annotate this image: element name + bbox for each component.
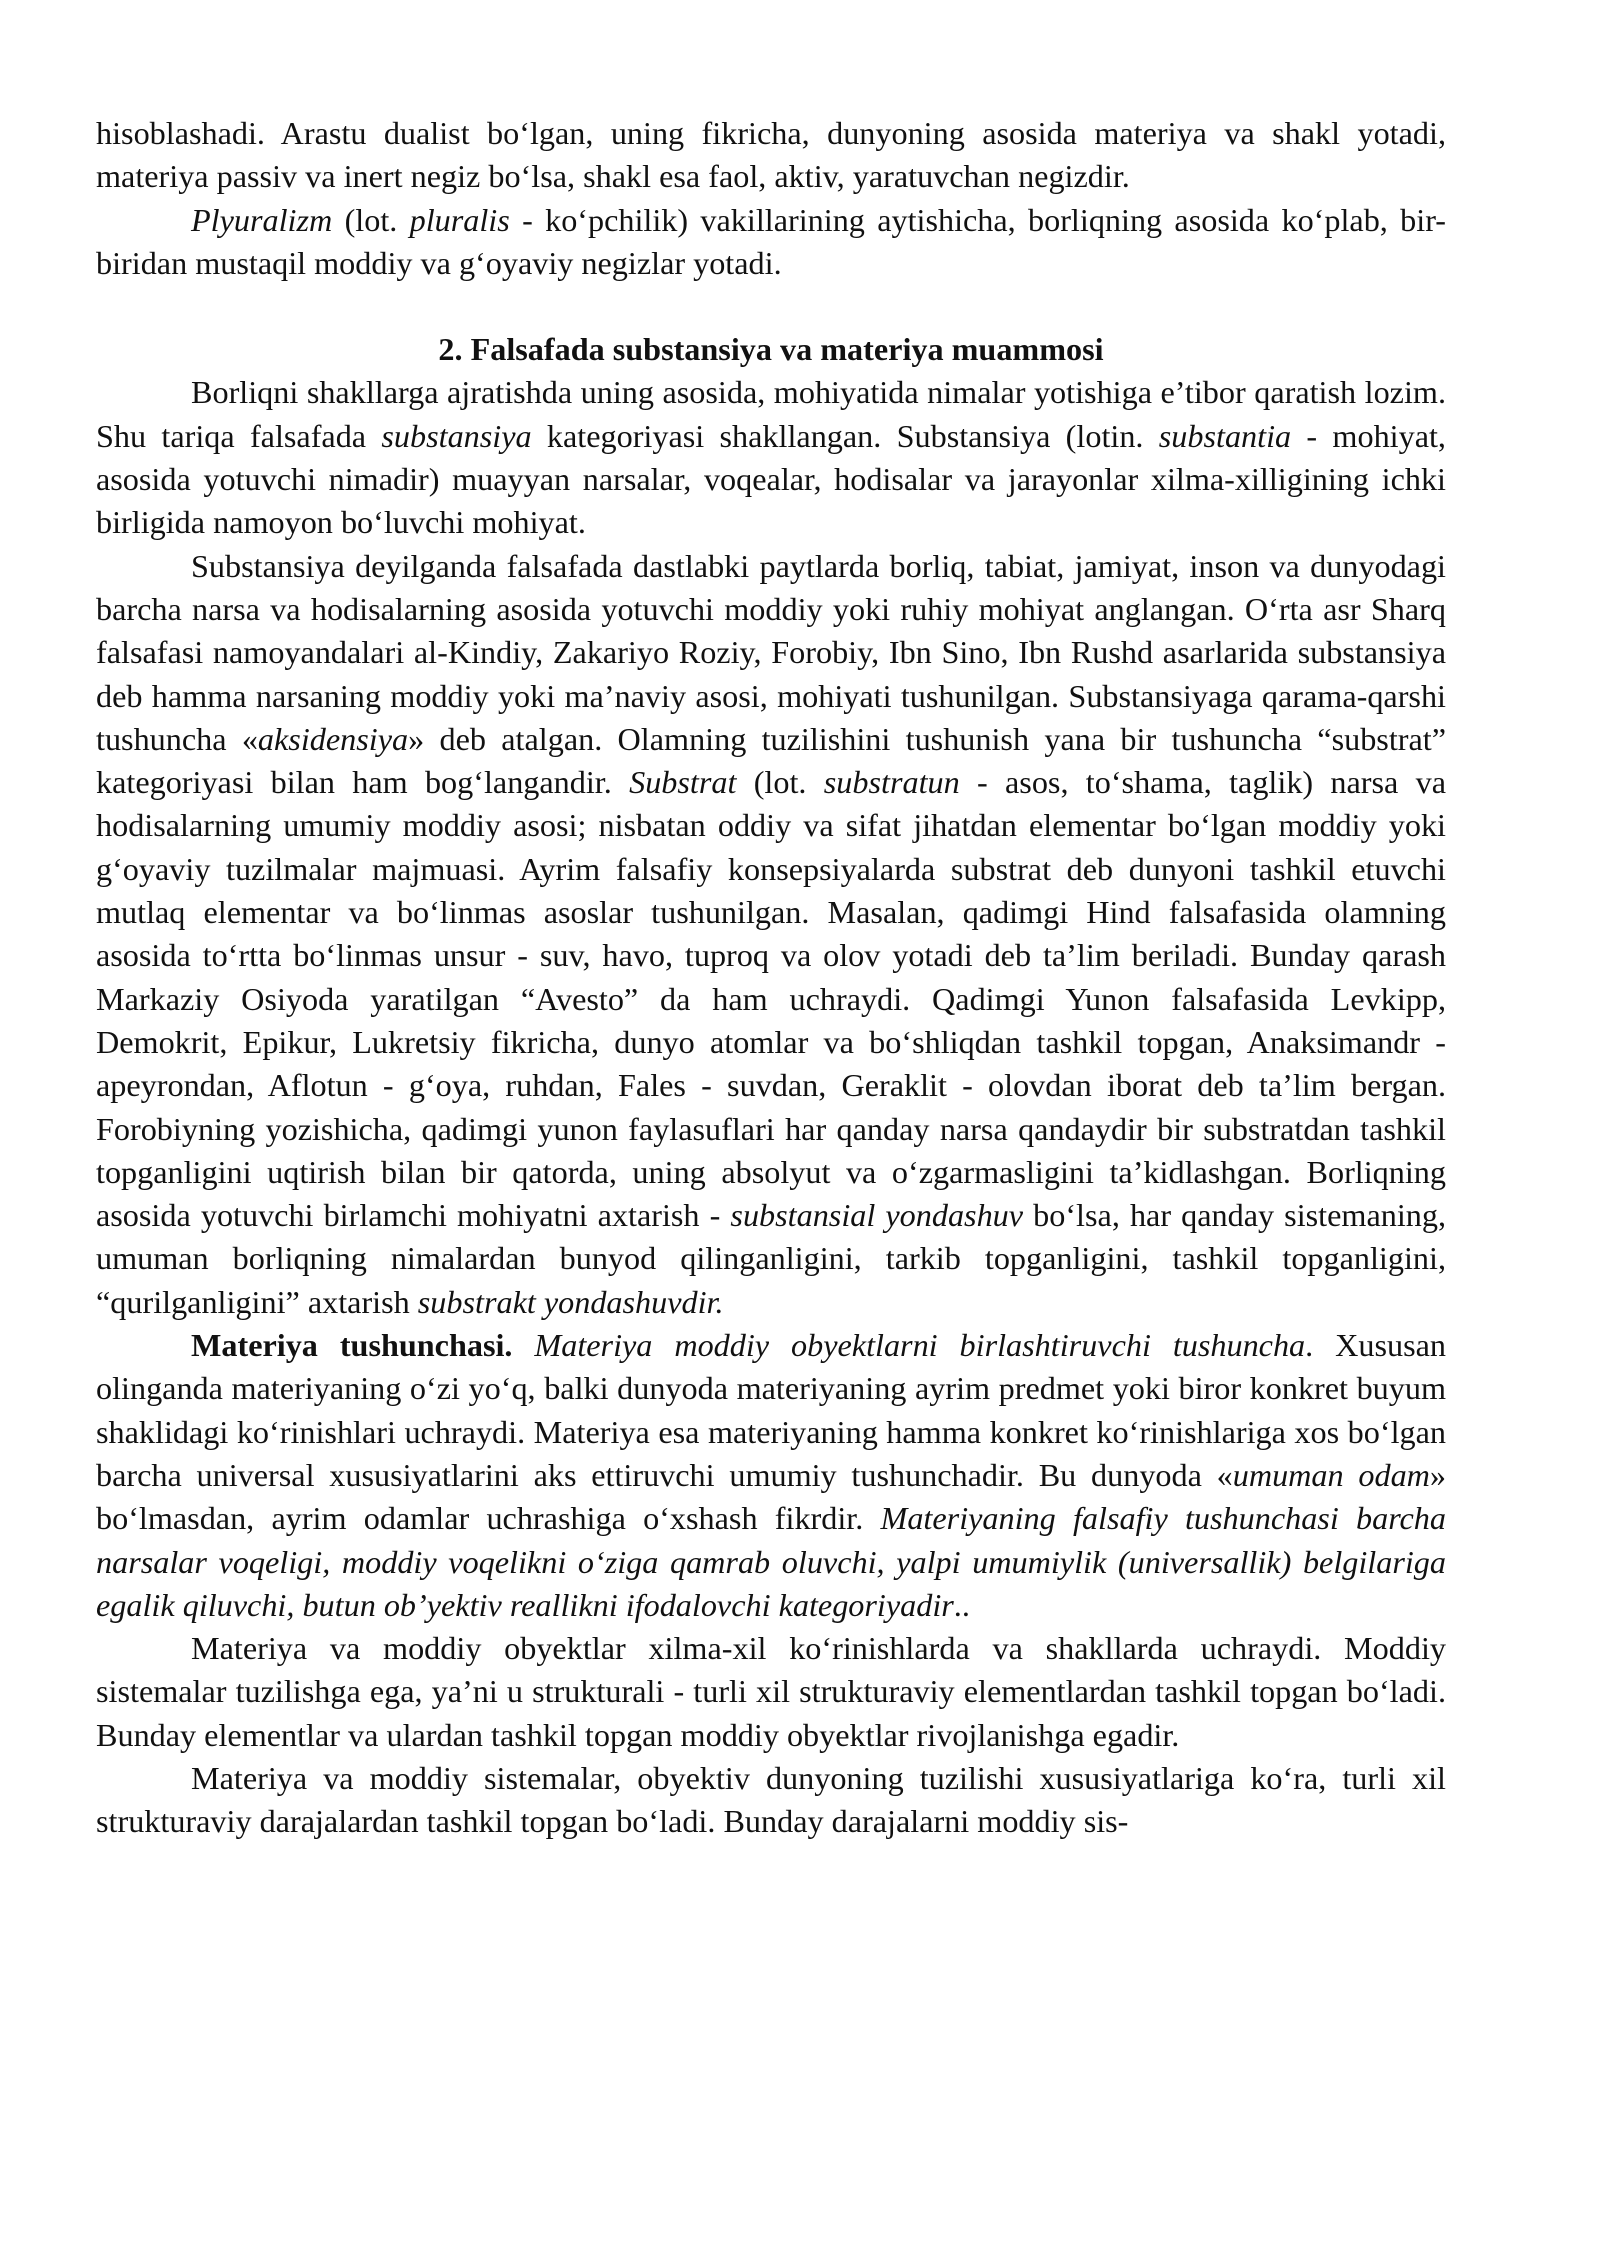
text-run: » deb atalgan. Olamning tuzilishini tushunish yana bir tushuncha “substrat” kategoriyasi bilan ham bog‘langandir. bbox=[96, 720, 1447, 801]
term-italic: substantia bbox=[1158, 417, 1292, 454]
subheading-bold: Materiya tushunchasi. bbox=[191, 1327, 513, 1364]
term-italic: substansial yondashuv bbox=[730, 1197, 1024, 1234]
term-italic: substratun bbox=[823, 764, 960, 801]
text-run: Substansiya deyilganda falsafada dastlabki paytlarda borliq, tabiat, jamiyat, inson va dunyodagi barcha narsa va hodisalarning asosida yotuvchi moddiy yoki ruhiy mohiyat anglangan. O‘rta asr Sharq falsafasi namoyandalari al-Kindiy, Zakariyo Roziy, Forobiy, Ibn Sino, Ibn Rushd asarlarida substansiya deb hamma narsaning moddiy yoki ma’naviy asosi, mohiyati tushunilgan. Substansiyaga qarama-qarshi tushuncha « bbox=[96, 547, 1446, 757]
paragraph-matter-forms bbox=[96, 1627, 1446, 1757]
paragraph-matter-concept bbox=[96, 1324, 1446, 1627]
text-run: Materiya va moddiy sistemalar, obyektiv dunyoning tuzilishi xususiyatlariga ko‘ra, turli xil strukturaviy darajalardan tashkil topgan bo‘ladi. Bunday darajalarni moddiy sis- bbox=[96, 1759, 1446, 1840]
paragraph-continuation bbox=[96, 112, 1446, 199]
text-run: » bo‘lmasdan, ayrim odamlar uchrashiga o‘xshash fikrdir. bbox=[96, 1456, 1446, 1537]
text-run: Borliqni shakllarga ajratishda uning asosida, mohiyatida nimalar yotishiga e’tibor qaratish lozim. Shu tariqa falsafada bbox=[96, 374, 1446, 454]
term-italic: Plyuralizm bbox=[191, 201, 333, 238]
section-heading: 2. Falsafada substansiya va materiya muammosi bbox=[438, 331, 1104, 368]
paragraph-pluralism bbox=[96, 199, 1446, 286]
term-italic: pluralis bbox=[409, 201, 510, 238]
term-italic: Materiya moddiy obyektlarni birlashtiruvchi tushuncha bbox=[534, 1327, 1306, 1364]
text-run: . Xususan olinganda materiyaning o‘zi yo‘q, balki dunyoda materiyaning ayrim predmet yoki biror konkret buyum shaklidagi ko‘rinishlari uchraydi. Materiya esa materiyaning hamma konkret ko‘rinishlariga xos bo‘lgan barcha universal xususiyatlarini aks ettiruvchi umumiy tushunchadir. Bu dunyoda « bbox=[96, 1327, 1447, 1493]
text-run: - mohiyat, asosida yotuvchi nimadir) muayyan narsalar, voqealar, hodisalar va jarayonlar xilma-xilligining ichki birligida namoyon bo‘luvchi mohiyat. bbox=[96, 417, 1446, 541]
paragraph-substance-history bbox=[96, 545, 1446, 1324]
text-run: - asos, to‘shama, taglik) narsa va hodisalarning umumiy moddiy asosi; nisbatan oddiy va sifat jihatdan elementar bo‘lgan moddiy yoki g‘oyaviy tuzilmalar majmuasi. Ayrim falsafiy konsepsiyalarda substrat deb dunyoni tashkil etuvchi mutlaq elementar va bo‘linmas asoslar tushunilgan. Masalan, qadimgi Hind falsafasida olamning asosida to‘rtta bo‘linmas unsur - suv, havo, tuproq va olov yotadi deb ta’lim beriladi. Bunday qarash Markaziy Osiyoda yaratilgan “Avesto” da ham uchraydi. Qadimgi Yunon falsafasida Levkipp, Demokrit, Epikur, Lukretsiy fikricha, dunyo atomlar va bo‘shliqdan tashkil topgan, Anaksimandr - apeyrondan, Aflotun - g‘oya, ruhdan, Fales - suvdan, Geraklit - olovdan iborat deb ta’lim bergan. Forobiyning yozishicha, qadimgi yunon faylasuflari har qanday narsa qandaydir bir substratdan tashkil topganligini uqtirish bilan bir qatorda, uning absolyut va o‘zgarmasligini ta’kidlashgan. Borliqning asosida yotuvchi birlamchi mohiyatni axtarish - bbox=[96, 764, 1447, 1234]
text-run: (lot. bbox=[332, 201, 410, 238]
text-run: bo‘lsa, har qanday sistemaning, umuman borliqning nimalardan bunyod qilinganligini, tarkib topganligini, tashkil topganligini, “qurilganligini” axtarish bbox=[96, 1197, 1446, 1320]
text-run: (lot. bbox=[736, 764, 824, 801]
term-italic: aksidensiya bbox=[257, 720, 409, 757]
paragraph-matter-levels bbox=[96, 1757, 1446, 1844]
text-run: hisoblashadi. Arastu dualist bo‘lgan, uning fikricha, dunyoning asosida materiya va shakl yotadi, materiya passiv va inert negiz bo‘lsa, shakl esa faol, aktiv, yaratuvchan negizdir. bbox=[96, 115, 1446, 195]
text-run: - ko‘pchilik) vakillarining aytishicha, borliqning asosida ko‘plab, bir-biridan mustaqil moddiy va g‘oyaviy negizlar yotadi. bbox=[96, 201, 1446, 281]
term-italic: umuman odam bbox=[1232, 1456, 1430, 1493]
text-run bbox=[512, 1327, 534, 1363]
term-italic: Materiyaning falsafiy tushunchasi barcha narsalar voqeligi, moddiy voqelikni o‘ziga qamrab oluvchi, yalpi umumiylik (universallik) belgilariga egalik qiluvchi, butun ob’yektiv reallikni ifodalovchi kategoriyadir bbox=[96, 1500, 1446, 1623]
term-italic: substansiya bbox=[381, 417, 532, 454]
text-run: .. bbox=[953, 1586, 970, 1623]
term-italic: substrakt yondashuvdir. bbox=[417, 1283, 724, 1320]
text-run: kategoriyasi shakllangan. Substansiya (lotin. bbox=[531, 417, 1159, 454]
term-italic: Substrat bbox=[629, 764, 737, 801]
text-run: Materiya va moddiy obyektlar xilma-xil ko‘rinishlarda va shakllarda uchraydi. Moddiy sistemalar tuzilishga ega, ya’ni u strukturali - turli xil strukturaviy elementlardan tashkil topgan bo‘ladi. Bunday elementlar va ulardan tashkil topgan moddiy obyektlar rivojlanishga egadir. bbox=[96, 1630, 1446, 1753]
paragraph-substance-intro bbox=[96, 371, 1446, 544]
document-page bbox=[96, 112, 1446, 1844]
